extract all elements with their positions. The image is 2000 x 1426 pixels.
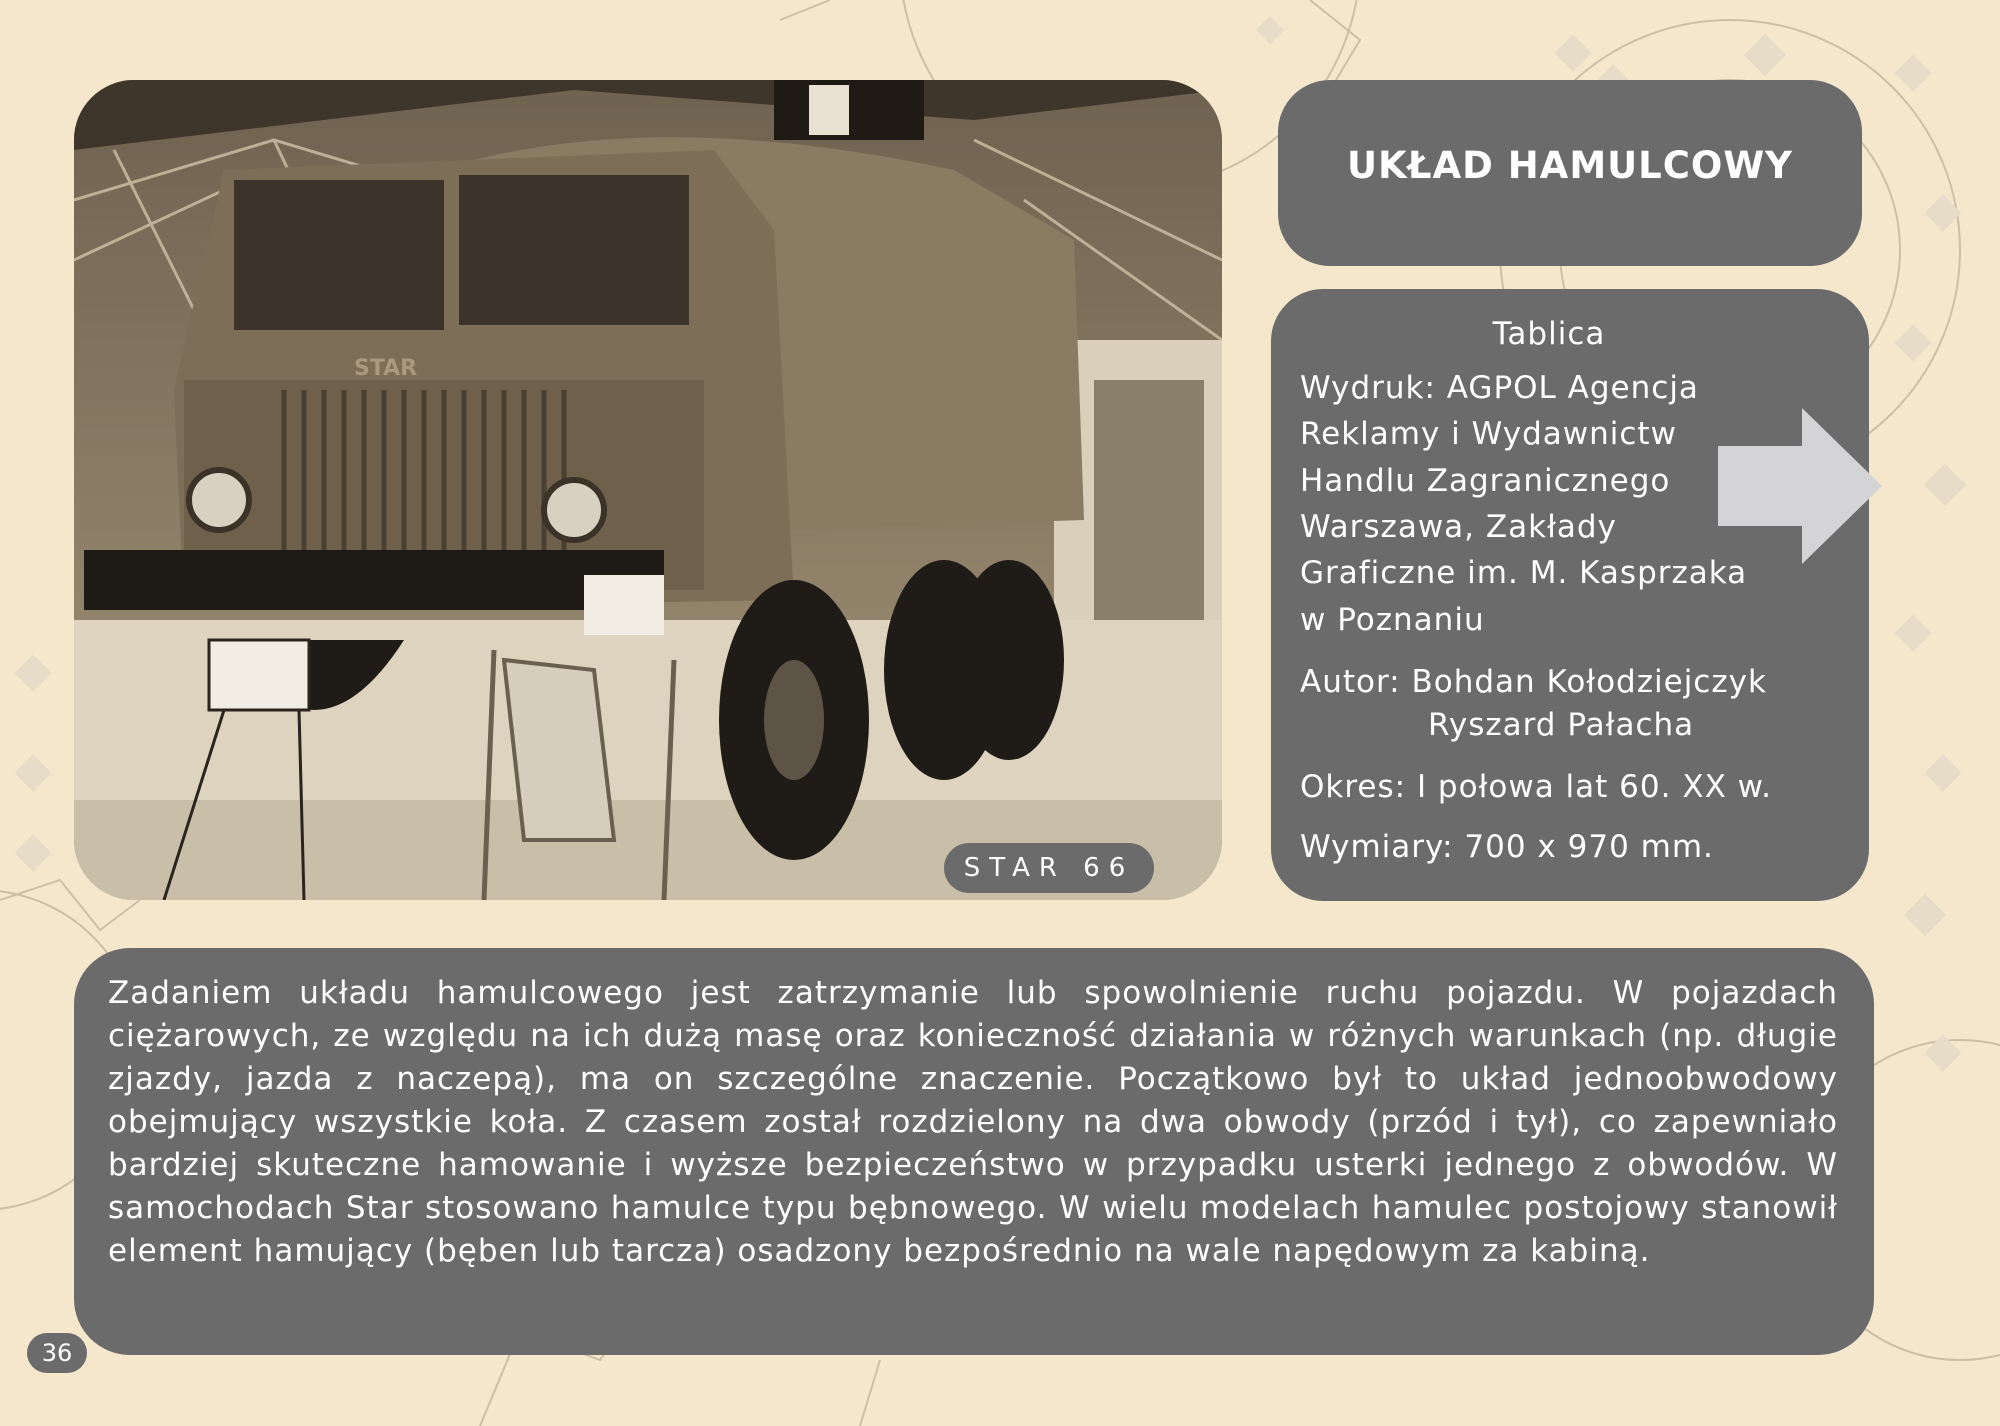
truck-photo	[74, 80, 1222, 900]
info-line: Warszawa, Zakłady	[1300, 509, 1617, 545]
dimensions-line: Wymiary: 700 x 970 mm.	[1300, 829, 1714, 865]
period-line: Okres: I połowa lat 60. XX w.	[1300, 769, 1773, 805]
info-line: w Poznaniu	[1300, 602, 1485, 638]
page-number: 36	[27, 1333, 87, 1373]
photo-caption: STAR 66	[944, 843, 1154, 893]
info-line: Wydruk: AGPOL Agencja	[1300, 370, 1699, 406]
info-panel	[1271, 289, 1869, 901]
author-line: Autor: Bohdan Kołodziejczyk	[1300, 664, 1767, 700]
info-line: Handlu Zagranicznego	[1300, 463, 1671, 499]
truck-illustration	[74, 80, 1222, 900]
description-panel	[74, 948, 1874, 1355]
info-line: Graficzne im. M. Kasprzaka	[1300, 555, 1748, 591]
info-heading: Tablica	[1492, 316, 1606, 352]
description-text: Zadaniem układu hamulcowego jest zatrzymanie lub spowolnienie ruchu pojazdu. W pojazdach ciężarowych, ze względu na ich dużą masę oraz konieczność działania w różnych warunkach (np. długie zjazdy, jazda z naczepą), ma on szczególne znaczenie. Początkowo był to układ jednoobwodowy obejmujący wszystkie koła. Z czasem został rozdzielony na dwa obwody (przód i tył), co zapewniało bardziej skuteczne hamowanie i wyższe bezpieczeństwo w przypadku usterki jednego z obwodów. W samochodach Star stosowano hamulce typu bębnowego. W wielu modelach hamulec postojowy stanowił element hamujący (bęben lub tarcza) osadzony bezpośrednio na wale napędowym za kabiną.	[108, 975, 1838, 1269]
title-panel	[1278, 80, 1862, 266]
grille-lettering: STAR	[354, 356, 418, 381]
author-line-2: Ryszard Pałacha	[1428, 707, 1695, 743]
info-line: Reklamy i Wydawnictw	[1300, 416, 1677, 452]
arrow-right-icon	[1718, 408, 1882, 564]
page-title: UKŁAD HAMULCOWY	[1347, 144, 1793, 187]
